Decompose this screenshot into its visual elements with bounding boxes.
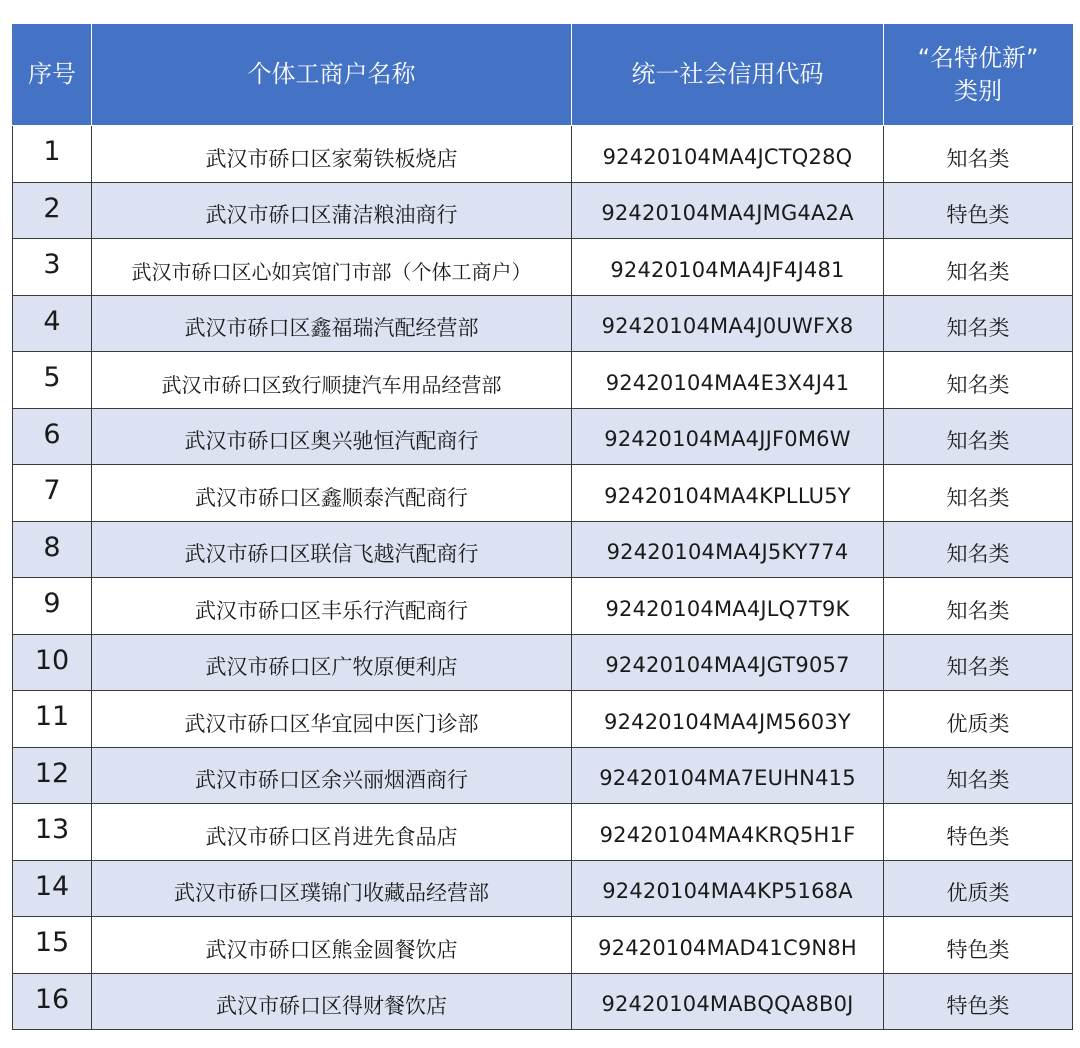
row-credit-code: 92420104MA4KP5168A bbox=[572, 860, 884, 917]
row-category: 特色类 bbox=[884, 973, 1073, 1030]
table-row bbox=[13, 973, 1073, 1030]
header-category-line2: 类别 bbox=[954, 76, 1002, 105]
row-merchant-name: 武汉市硚口区联信飞越汽配商行 bbox=[92, 521, 572, 578]
row-category: 特色类 bbox=[884, 804, 1073, 861]
row-category: 知名类 bbox=[884, 126, 1073, 183]
row-index: 2 bbox=[13, 182, 92, 239]
row-index: 7 bbox=[13, 465, 92, 522]
row-merchant-name: 武汉市硚口区肖进先食品店 bbox=[92, 804, 572, 861]
header-category bbox=[884, 24, 1073, 126]
row-merchant-name: 武汉市硚口区家菊铁板烧店 bbox=[92, 126, 572, 183]
header-name: 个体工商户名称 bbox=[92, 24, 572, 126]
row-credit-code: 92420104MABQQA8B0J bbox=[572, 973, 884, 1030]
row-credit-code: 92420104MA4JJF0M6W bbox=[572, 408, 884, 465]
row-category: 知名类 bbox=[884, 295, 1073, 352]
row-index: 16 bbox=[13, 973, 92, 1030]
row-category: 知名类 bbox=[884, 408, 1073, 465]
table-row bbox=[13, 521, 1073, 578]
row-category: 特色类 bbox=[884, 182, 1073, 239]
row-merchant-name: 武汉市硚口区熊金圆餐饮店 bbox=[92, 917, 572, 974]
table-row bbox=[13, 182, 1073, 239]
table-row bbox=[13, 917, 1073, 974]
row-index: 8 bbox=[13, 521, 92, 578]
row-merchant-name: 武汉市硚口区鑫福瑞汽配经营部 bbox=[92, 295, 572, 352]
table-row bbox=[13, 860, 1073, 917]
table-row bbox=[13, 634, 1073, 691]
row-category: 知名类 bbox=[884, 578, 1073, 635]
row-merchant-name: 武汉市硚口区鑫顺泰汽配商行 bbox=[92, 465, 572, 522]
row-credit-code: 92420104MA4JMG4A2A bbox=[572, 182, 884, 239]
row-credit-code: 92420104MA4JCTQ28Q bbox=[572, 126, 884, 183]
row-credit-code: 92420104MA4JGT9057 bbox=[572, 634, 884, 691]
merchant-table bbox=[12, 24, 1073, 1030]
header-row bbox=[13, 24, 1073, 126]
row-merchant-name: 武汉市硚口区蒲洁粮油商行 bbox=[92, 182, 572, 239]
row-category: 特色类 bbox=[884, 917, 1073, 974]
row-merchant-name: 武汉市硚口区致行顺捷汽车用品经营部 bbox=[92, 352, 572, 409]
row-category: 知名类 bbox=[884, 634, 1073, 691]
row-category: 知名类 bbox=[884, 465, 1073, 522]
row-index: 10 bbox=[13, 634, 92, 691]
row-index: 15 bbox=[13, 917, 92, 974]
row-index: 6 bbox=[13, 408, 92, 465]
row-merchant-name: 武汉市硚口区丰乐行汽配商行 bbox=[92, 578, 572, 635]
row-merchant-name: 武汉市硚口区璞锦门收藏品经营部 bbox=[92, 860, 572, 917]
row-index: 11 bbox=[13, 691, 92, 748]
header-credit-code: 统一社会信用代码 bbox=[572, 24, 884, 126]
row-category: 知名类 bbox=[884, 521, 1073, 578]
row-credit-code: 92420104MA4JF4J481 bbox=[572, 239, 884, 296]
row-credit-code: 92420104MA7EUHN415 bbox=[572, 747, 884, 804]
row-merchant-name: 武汉市硚口区广牧原便利店 bbox=[92, 634, 572, 691]
table-row bbox=[13, 408, 1073, 465]
row-index: 4 bbox=[13, 295, 92, 352]
row-credit-code: 92420104MA4KRQ5H1F bbox=[572, 804, 884, 861]
table-row bbox=[13, 804, 1073, 861]
row-credit-code: 92420104MA4JM5603Y bbox=[572, 691, 884, 748]
table-header bbox=[13, 24, 1073, 126]
row-index: 9 bbox=[13, 578, 92, 635]
row-merchant-name: 武汉市硚口区奥兴驰恒汽配商行 bbox=[92, 408, 572, 465]
row-index: 1 bbox=[13, 126, 92, 183]
table-row bbox=[13, 126, 1073, 183]
table-row bbox=[13, 295, 1073, 352]
table-row bbox=[13, 352, 1073, 409]
row-index: 13 bbox=[13, 804, 92, 861]
merchant-table-container bbox=[12, 24, 1072, 1030]
row-category: 知名类 bbox=[884, 239, 1073, 296]
table-row bbox=[13, 239, 1073, 296]
table-row bbox=[13, 747, 1073, 804]
table-row bbox=[13, 578, 1073, 635]
row-index: 14 bbox=[13, 860, 92, 917]
row-credit-code: 92420104MA4JLQ7T9K bbox=[572, 578, 884, 635]
row-merchant-name: 武汉市硚口区心如宾馆门市部（个体工商户） bbox=[92, 239, 572, 296]
row-category: 知名类 bbox=[884, 352, 1073, 409]
header-category-line1: “名特优新” bbox=[917, 44, 1039, 73]
table-row bbox=[13, 691, 1073, 748]
row-merchant-name: 武汉市硚口区余兴丽烟酒商行 bbox=[92, 747, 572, 804]
row-credit-code: 92420104MA4J0UWFX8 bbox=[572, 295, 884, 352]
row-credit-code: 92420104MA4E3X4J41 bbox=[572, 352, 884, 409]
row-merchant-name: 武汉市硚口区得财餐饮店 bbox=[92, 973, 572, 1030]
row-credit-code: 92420104MAD41C9N8H bbox=[572, 917, 884, 974]
table-body bbox=[13, 126, 1073, 1030]
table-row bbox=[13, 465, 1073, 522]
header-index: 序号 bbox=[13, 24, 92, 126]
row-merchant-name: 武汉市硚口区华宜园中医门诊部 bbox=[92, 691, 572, 748]
row-category: 优质类 bbox=[884, 860, 1073, 917]
row-credit-code: 92420104MA4J5KY774 bbox=[572, 521, 884, 578]
row-category: 知名类 bbox=[884, 747, 1073, 804]
row-index: 5 bbox=[13, 352, 92, 409]
row-index: 12 bbox=[13, 747, 92, 804]
row-category: 优质类 bbox=[884, 691, 1073, 748]
row-index: 3 bbox=[13, 239, 92, 296]
row-credit-code: 92420104MA4KPLLU5Y bbox=[572, 465, 884, 522]
